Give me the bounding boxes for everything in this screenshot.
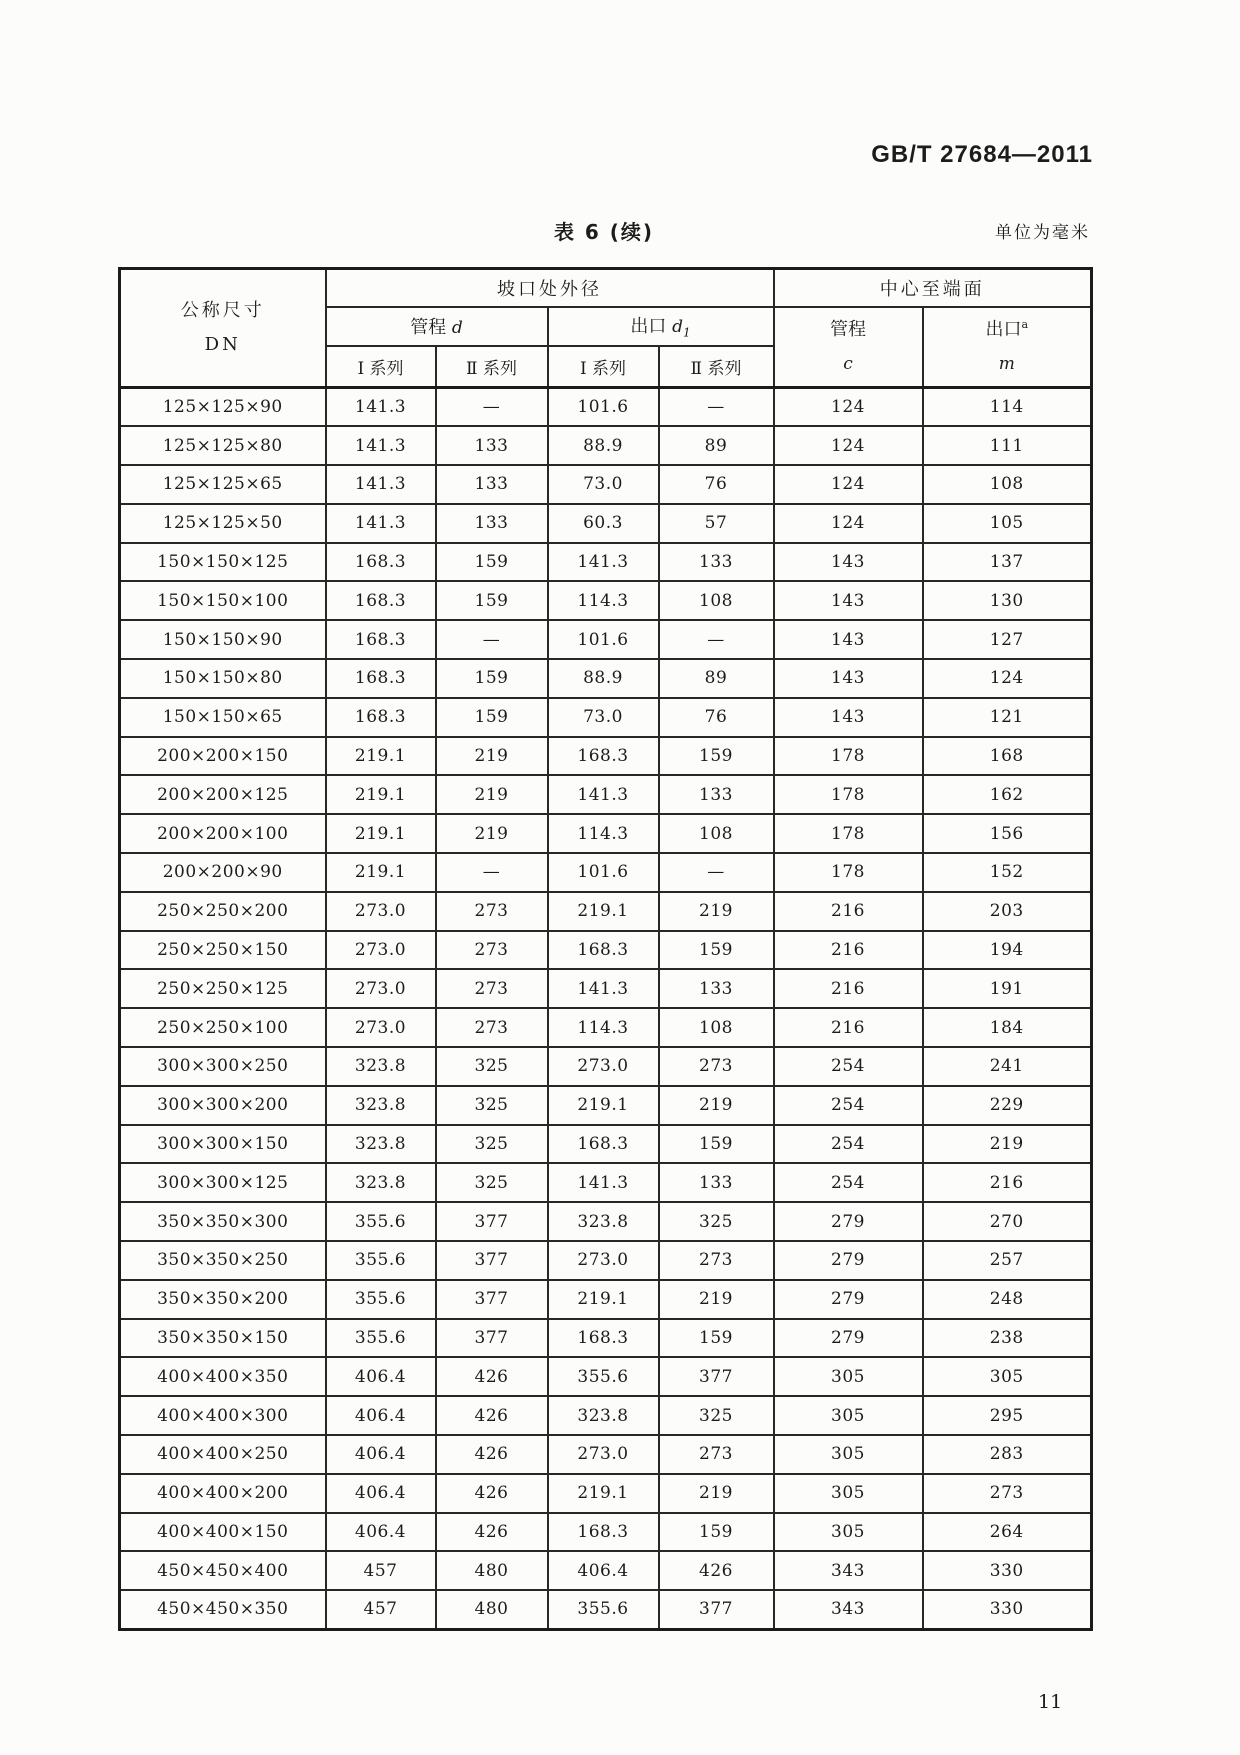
cell-value: 325: [436, 1125, 548, 1164]
cell-value: 273: [436, 969, 548, 1008]
cell-value: 355.6: [326, 1319, 436, 1358]
table-caption-band: [118, 216, 1090, 244]
cell-value: 60.3: [548, 504, 659, 543]
cell-value: 426: [436, 1513, 548, 1552]
cell-value: 377: [436, 1280, 548, 1319]
cell-value: 325: [436, 1163, 548, 1202]
cell-value: 216: [774, 969, 923, 1008]
cell-value: 141.3: [326, 465, 436, 504]
table-row: [120, 969, 1092, 1008]
header-center-outlet-footnote-mark: a: [1021, 317, 1029, 331]
cell-value: 325: [659, 1396, 774, 1435]
cell-value: 141.3: [548, 1163, 659, 1202]
table-row: [120, 1280, 1092, 1319]
cell-dn: 250×250×100: [120, 1008, 326, 1047]
header-outlet-series-2: Ⅱ 系列: [659, 346, 774, 388]
cell-dn: 450×450×400: [120, 1551, 326, 1590]
cell-value: 219: [659, 1474, 774, 1513]
table-row: [120, 814, 1092, 853]
cell-value: 168.3: [548, 1125, 659, 1164]
cell-value: 143: [774, 581, 923, 620]
cell-value: 141.3: [548, 775, 659, 814]
cell-value: 88.9: [548, 659, 659, 698]
cell-value: 273.0: [326, 969, 436, 1008]
table-title: 表 6 (续): [553, 220, 655, 244]
cell-value: 273: [436, 892, 548, 931]
cell-dn: 250×250×125: [120, 969, 326, 1008]
cell-value: 273.0: [548, 1241, 659, 1280]
cell-dn: 200×200×150: [120, 737, 326, 776]
cell-value: —: [659, 388, 774, 427]
cell-value: 254: [774, 1086, 923, 1125]
cell-value: 178: [774, 853, 923, 892]
cell-value: 325: [436, 1086, 548, 1125]
cell-value: 219.1: [548, 1474, 659, 1513]
cell-value: 159: [659, 1319, 774, 1358]
cell-value: 323.8: [326, 1086, 436, 1125]
table-header: [120, 269, 1092, 388]
table-row: [120, 1125, 1092, 1164]
cell-value: 219.1: [326, 737, 436, 776]
cell-value: 248: [923, 1280, 1092, 1319]
cell-value: 168.3: [326, 698, 436, 737]
cell-value: 108: [659, 581, 774, 620]
cell-dn: 300×300×125: [120, 1163, 326, 1202]
table-row: [120, 931, 1092, 970]
header-outlet-series-1: Ⅰ 系列: [548, 346, 659, 388]
dimension-table: [118, 267, 1093, 1631]
cell-value: 241: [923, 1047, 1092, 1086]
cell-value: 305: [774, 1435, 923, 1474]
cell-value: 219.1: [326, 814, 436, 853]
cell-dn: 450×450×350: [120, 1590, 326, 1629]
cell-value: 219: [923, 1125, 1092, 1164]
cell-dn: 250×250×200: [120, 892, 326, 931]
cell-value: 156: [923, 814, 1092, 853]
cell-value: —: [659, 620, 774, 659]
cell-value: 168.3: [548, 931, 659, 970]
table-row: [120, 1008, 1092, 1047]
cell-value: 219: [659, 892, 774, 931]
cell-dn: 200×200×125: [120, 775, 326, 814]
cell-value: 159: [659, 931, 774, 970]
cell-value: 273: [659, 1047, 774, 1086]
header-outlet-d1: [548, 307, 774, 346]
header-group-center-to-end: 中心至端面: [774, 269, 1092, 307]
cell-value: —: [659, 853, 774, 892]
cell-value: 279: [774, 1319, 923, 1358]
cell-value: 257: [923, 1241, 1092, 1280]
cell-value: 305: [774, 1396, 923, 1435]
header-center-run-symbol: c: [843, 353, 853, 374]
cell-value: 124: [774, 504, 923, 543]
cell-dn: 150×150×125: [120, 543, 326, 582]
cell-value: 219: [436, 737, 548, 776]
cell-value: 159: [659, 1125, 774, 1164]
cell-value: 124: [774, 388, 923, 427]
cell-value: 108: [923, 465, 1092, 504]
header-outlet-d1-subscript: 1: [682, 325, 691, 340]
cell-value: 254: [774, 1125, 923, 1164]
cell-value: 229: [923, 1086, 1092, 1125]
cell-value: 273: [923, 1474, 1092, 1513]
cell-value: 254: [774, 1047, 923, 1086]
cell-value: 355.6: [326, 1280, 436, 1319]
cell-value: 184: [923, 1008, 1092, 1047]
table-row: [120, 775, 1092, 814]
cell-value: 254: [774, 1163, 923, 1202]
cell-value: 57: [659, 504, 774, 543]
cell-value: 219.1: [548, 1280, 659, 1319]
cell-value: 457: [326, 1551, 436, 1590]
table-row: [120, 1086, 1092, 1125]
cell-value: 273.0: [548, 1047, 659, 1086]
cell-value: 133: [659, 1163, 774, 1202]
cell-value: 76: [659, 465, 774, 504]
cell-value: 159: [659, 737, 774, 776]
table-body: [120, 388, 1092, 1630]
cell-value: 305: [774, 1513, 923, 1552]
unit-note: 单位为毫米: [995, 223, 1090, 243]
cell-dn: 200×200×90: [120, 853, 326, 892]
cell-value: 216: [774, 1008, 923, 1047]
table-row: [120, 737, 1092, 776]
cell-value: 323.8: [326, 1047, 436, 1086]
cell-dn: 300×300×150: [120, 1125, 326, 1164]
cell-value: 219.1: [326, 853, 436, 892]
cell-value: 355.6: [326, 1241, 436, 1280]
cell-value: 203: [923, 892, 1092, 931]
cell-value: 141.3: [548, 543, 659, 582]
cell-value: 133: [659, 969, 774, 1008]
cell-value: 323.8: [548, 1202, 659, 1241]
header-center-run-label: 管程: [830, 318, 866, 340]
cell-value: 168.3: [548, 1513, 659, 1552]
table-row: [120, 1590, 1092, 1629]
cell-value: 305: [774, 1357, 923, 1396]
cell-value: 426: [436, 1396, 548, 1435]
cell-value: 279: [774, 1280, 923, 1319]
cell-value: 133: [436, 465, 548, 504]
cell-value: 355.6: [548, 1357, 659, 1396]
cell-value: 159: [436, 698, 548, 737]
cell-value: 219.1: [326, 775, 436, 814]
cell-value: —: [436, 388, 548, 427]
cell-value: 343: [774, 1590, 923, 1629]
cell-value: 279: [774, 1202, 923, 1241]
cell-value: 355.6: [548, 1590, 659, 1629]
cell-value: 121: [923, 698, 1092, 737]
cell-dn: 400×400×350: [120, 1357, 326, 1396]
header-run-series-2: Ⅱ 系列: [436, 346, 548, 388]
table-row: [120, 504, 1092, 543]
cell-value: 114.3: [548, 581, 659, 620]
header-group-bevel-od: 坡口处外径: [326, 269, 774, 307]
cell-value: 377: [436, 1202, 548, 1241]
cell-value: 406.4: [326, 1435, 436, 1474]
cell-value: 377: [436, 1319, 548, 1358]
cell-value: 216: [923, 1163, 1092, 1202]
cell-dn: 125×125×80: [120, 426, 326, 465]
cell-value: 88.9: [548, 426, 659, 465]
cell-value: 426: [436, 1435, 548, 1474]
cell-value: 141.3: [326, 388, 436, 427]
cell-value: 238: [923, 1319, 1092, 1358]
cell-value: 108: [659, 1008, 774, 1047]
cell-dn: 150×150×80: [120, 659, 326, 698]
cell-value: 89: [659, 659, 774, 698]
cell-value: 426: [436, 1474, 548, 1513]
cell-value: 295: [923, 1396, 1092, 1435]
cell-value: 273.0: [548, 1435, 659, 1474]
cell-dn: 125×125×65: [120, 465, 326, 504]
cell-value: 273: [659, 1241, 774, 1280]
cell-value: 377: [436, 1241, 548, 1280]
cell-value: 143: [774, 659, 923, 698]
table-row: [120, 1319, 1092, 1358]
cell-dn: 300×300×250: [120, 1047, 326, 1086]
cell-value: 168.3: [326, 659, 436, 698]
table-row: [120, 1551, 1092, 1590]
cell-dn: 150×150×100: [120, 581, 326, 620]
cell-value: 141.3: [548, 969, 659, 1008]
header-outlet-d1-symbol: $d_1$: [672, 317, 691, 340]
cell-value: 219: [659, 1086, 774, 1125]
cell-value: 283: [923, 1435, 1092, 1474]
header-run-d: [326, 307, 548, 346]
cell-value: 76: [659, 698, 774, 737]
cell-value: 101.6: [548, 853, 659, 892]
cell-value: 216: [774, 892, 923, 931]
cell-value: 219.1: [548, 892, 659, 931]
cell-value: 108: [659, 814, 774, 853]
cell-value: 343: [774, 1551, 923, 1590]
cell-value: 73.0: [548, 698, 659, 737]
cell-dn: 200×200×100: [120, 814, 326, 853]
cell-value: 143: [774, 543, 923, 582]
cell-dn: 400×400×200: [120, 1474, 326, 1513]
cell-value: 168.3: [326, 543, 436, 582]
table-row: [120, 892, 1092, 931]
cell-value: 426: [436, 1357, 548, 1396]
table-row: [120, 698, 1092, 737]
cell-value: 264: [923, 1513, 1092, 1552]
cell-value: 323.8: [326, 1163, 436, 1202]
cell-value: 273: [436, 931, 548, 970]
cell-value: 73.0: [548, 465, 659, 504]
cell-dn: 350×350×200: [120, 1280, 326, 1319]
cell-value: 168.3: [548, 737, 659, 776]
cell-value: 219: [436, 814, 548, 853]
cell-value: 216: [774, 931, 923, 970]
cell-value: 141.3: [326, 504, 436, 543]
cell-value: 406.4: [548, 1551, 659, 1590]
table-row: [120, 1513, 1092, 1552]
cell-value: 101.6: [548, 388, 659, 427]
cell-value: 152: [923, 853, 1092, 892]
table-row: [120, 1047, 1092, 1086]
table-row: [120, 1241, 1092, 1280]
cell-value: 406.4: [326, 1474, 436, 1513]
header-run-series-1: Ⅰ 系列: [326, 346, 436, 388]
table-row: [120, 388, 1092, 427]
cell-value: 124: [774, 426, 923, 465]
cell-dn: 125×125×50: [120, 504, 326, 543]
cell-value: 178: [774, 814, 923, 853]
cell-value: 219: [436, 775, 548, 814]
cell-dn: 150×150×90: [120, 620, 326, 659]
header-run-d-label: 管程: [410, 317, 447, 338]
cell-value: 273.0: [326, 892, 436, 931]
cell-value: 219: [659, 1280, 774, 1319]
cell-dn: 400×400×300: [120, 1396, 326, 1435]
cell-value: 105: [923, 504, 1092, 543]
cell-value: 406.4: [326, 1357, 436, 1396]
cell-value: 325: [659, 1202, 774, 1241]
cell-dn: 350×350×300: [120, 1202, 326, 1241]
cell-value: 323.8: [326, 1125, 436, 1164]
cell-dn: 350×350×250: [120, 1241, 326, 1280]
cell-value: 111: [923, 426, 1092, 465]
page-number: 11: [1038, 1691, 1063, 1713]
cell-value: 194: [923, 931, 1092, 970]
cell-value: 168.3: [326, 581, 436, 620]
cell-value: —: [436, 853, 548, 892]
table-row: [120, 1435, 1092, 1474]
table-row: [120, 581, 1092, 620]
standard-number: GB/T 27684—2011: [871, 141, 1093, 168]
cell-value: 137: [923, 543, 1092, 582]
table-row: [120, 1474, 1092, 1513]
table-row: [120, 426, 1092, 465]
cell-value: 178: [774, 775, 923, 814]
table-row: [120, 1163, 1092, 1202]
cell-dn: 400×400×150: [120, 1513, 326, 1552]
cell-value: 130: [923, 581, 1092, 620]
cell-dn: 125×125×90: [120, 388, 326, 427]
cell-value: 273.0: [326, 931, 436, 970]
cell-value: 178: [774, 737, 923, 776]
header-center-outlet-label: 出口: [985, 318, 1022, 340]
cell-dn: 250×250×150: [120, 931, 326, 970]
cell-value: 143: [774, 698, 923, 737]
header-run-d-symbol: d: [451, 318, 463, 338]
cell-value: 219.1: [548, 1086, 659, 1125]
cell-value: 114.3: [548, 1008, 659, 1047]
table-row: [120, 1357, 1092, 1396]
cell-value: 406.4: [326, 1396, 436, 1435]
cell-dn: 150×150×65: [120, 698, 326, 737]
header-nominal-size-symbol: DN: [204, 334, 241, 355]
cell-value: 480: [436, 1590, 548, 1629]
cell-value: 270: [923, 1202, 1092, 1241]
cell-value: 124: [923, 659, 1092, 698]
cell-value: 377: [659, 1357, 774, 1396]
cell-value: 273: [436, 1008, 548, 1047]
cell-value: 114: [923, 388, 1092, 427]
header-center-outlet-m: [923, 307, 1092, 388]
cell-value: 457: [326, 1590, 436, 1629]
cell-value: 330: [923, 1590, 1092, 1629]
header-center-run-c: [774, 307, 923, 388]
cell-dn: 400×400×250: [120, 1435, 326, 1474]
cell-value: 101.6: [548, 620, 659, 659]
header-nominal-size-label: 公称尺寸: [180, 299, 265, 321]
table-row: [120, 543, 1092, 582]
cell-value: 127: [923, 620, 1092, 659]
cell-value: 273.0: [326, 1008, 436, 1047]
cell-value: 89: [659, 426, 774, 465]
cell-value: 141.3: [326, 426, 436, 465]
cell-value: 480: [436, 1551, 548, 1590]
table-row: [120, 620, 1092, 659]
header-outlet-d1-label: 出口: [630, 316, 667, 338]
cell-value: 377: [659, 1590, 774, 1629]
table-row: [120, 659, 1092, 698]
cell-value: 323.8: [548, 1396, 659, 1435]
table-row: [120, 1396, 1092, 1435]
cell-value: 114.3: [548, 814, 659, 853]
cell-value: 426: [659, 1551, 774, 1590]
cell-value: 159: [659, 1513, 774, 1552]
header-center-outlet-symbol: m: [998, 353, 1015, 374]
cell-value: 168.3: [326, 620, 436, 659]
cell-dn: 300×300×200: [120, 1086, 326, 1125]
cell-value: 159: [436, 659, 548, 698]
table-row: [120, 853, 1092, 892]
cell-value: 355.6: [326, 1202, 436, 1241]
cell-value: 168: [923, 737, 1092, 776]
cell-value: —: [436, 620, 548, 659]
cell-value: 133: [436, 504, 548, 543]
cell-value: 168.3: [548, 1319, 659, 1358]
cell-value: 133: [659, 543, 774, 582]
cell-value: 325: [436, 1047, 548, 1086]
table-row: [120, 465, 1092, 504]
cell-value: 279: [774, 1241, 923, 1280]
cell-value: 159: [436, 581, 548, 620]
cell-value: 406.4: [326, 1513, 436, 1552]
cell-value: 191: [923, 969, 1092, 1008]
cell-value: 133: [659, 775, 774, 814]
cell-value: 305: [774, 1474, 923, 1513]
cell-value: 143: [774, 620, 923, 659]
cell-value: 159: [436, 543, 548, 582]
table-row: [120, 1202, 1092, 1241]
cell-value: 162: [923, 775, 1092, 814]
cell-value: 273: [659, 1435, 774, 1474]
cell-value: 305: [923, 1357, 1092, 1396]
cell-dn: 350×350×150: [120, 1319, 326, 1358]
cell-value: 330: [923, 1551, 1092, 1590]
cell-value: 124: [774, 465, 923, 504]
header-nominal-size: [120, 269, 326, 388]
cell-value: 133: [436, 426, 548, 465]
